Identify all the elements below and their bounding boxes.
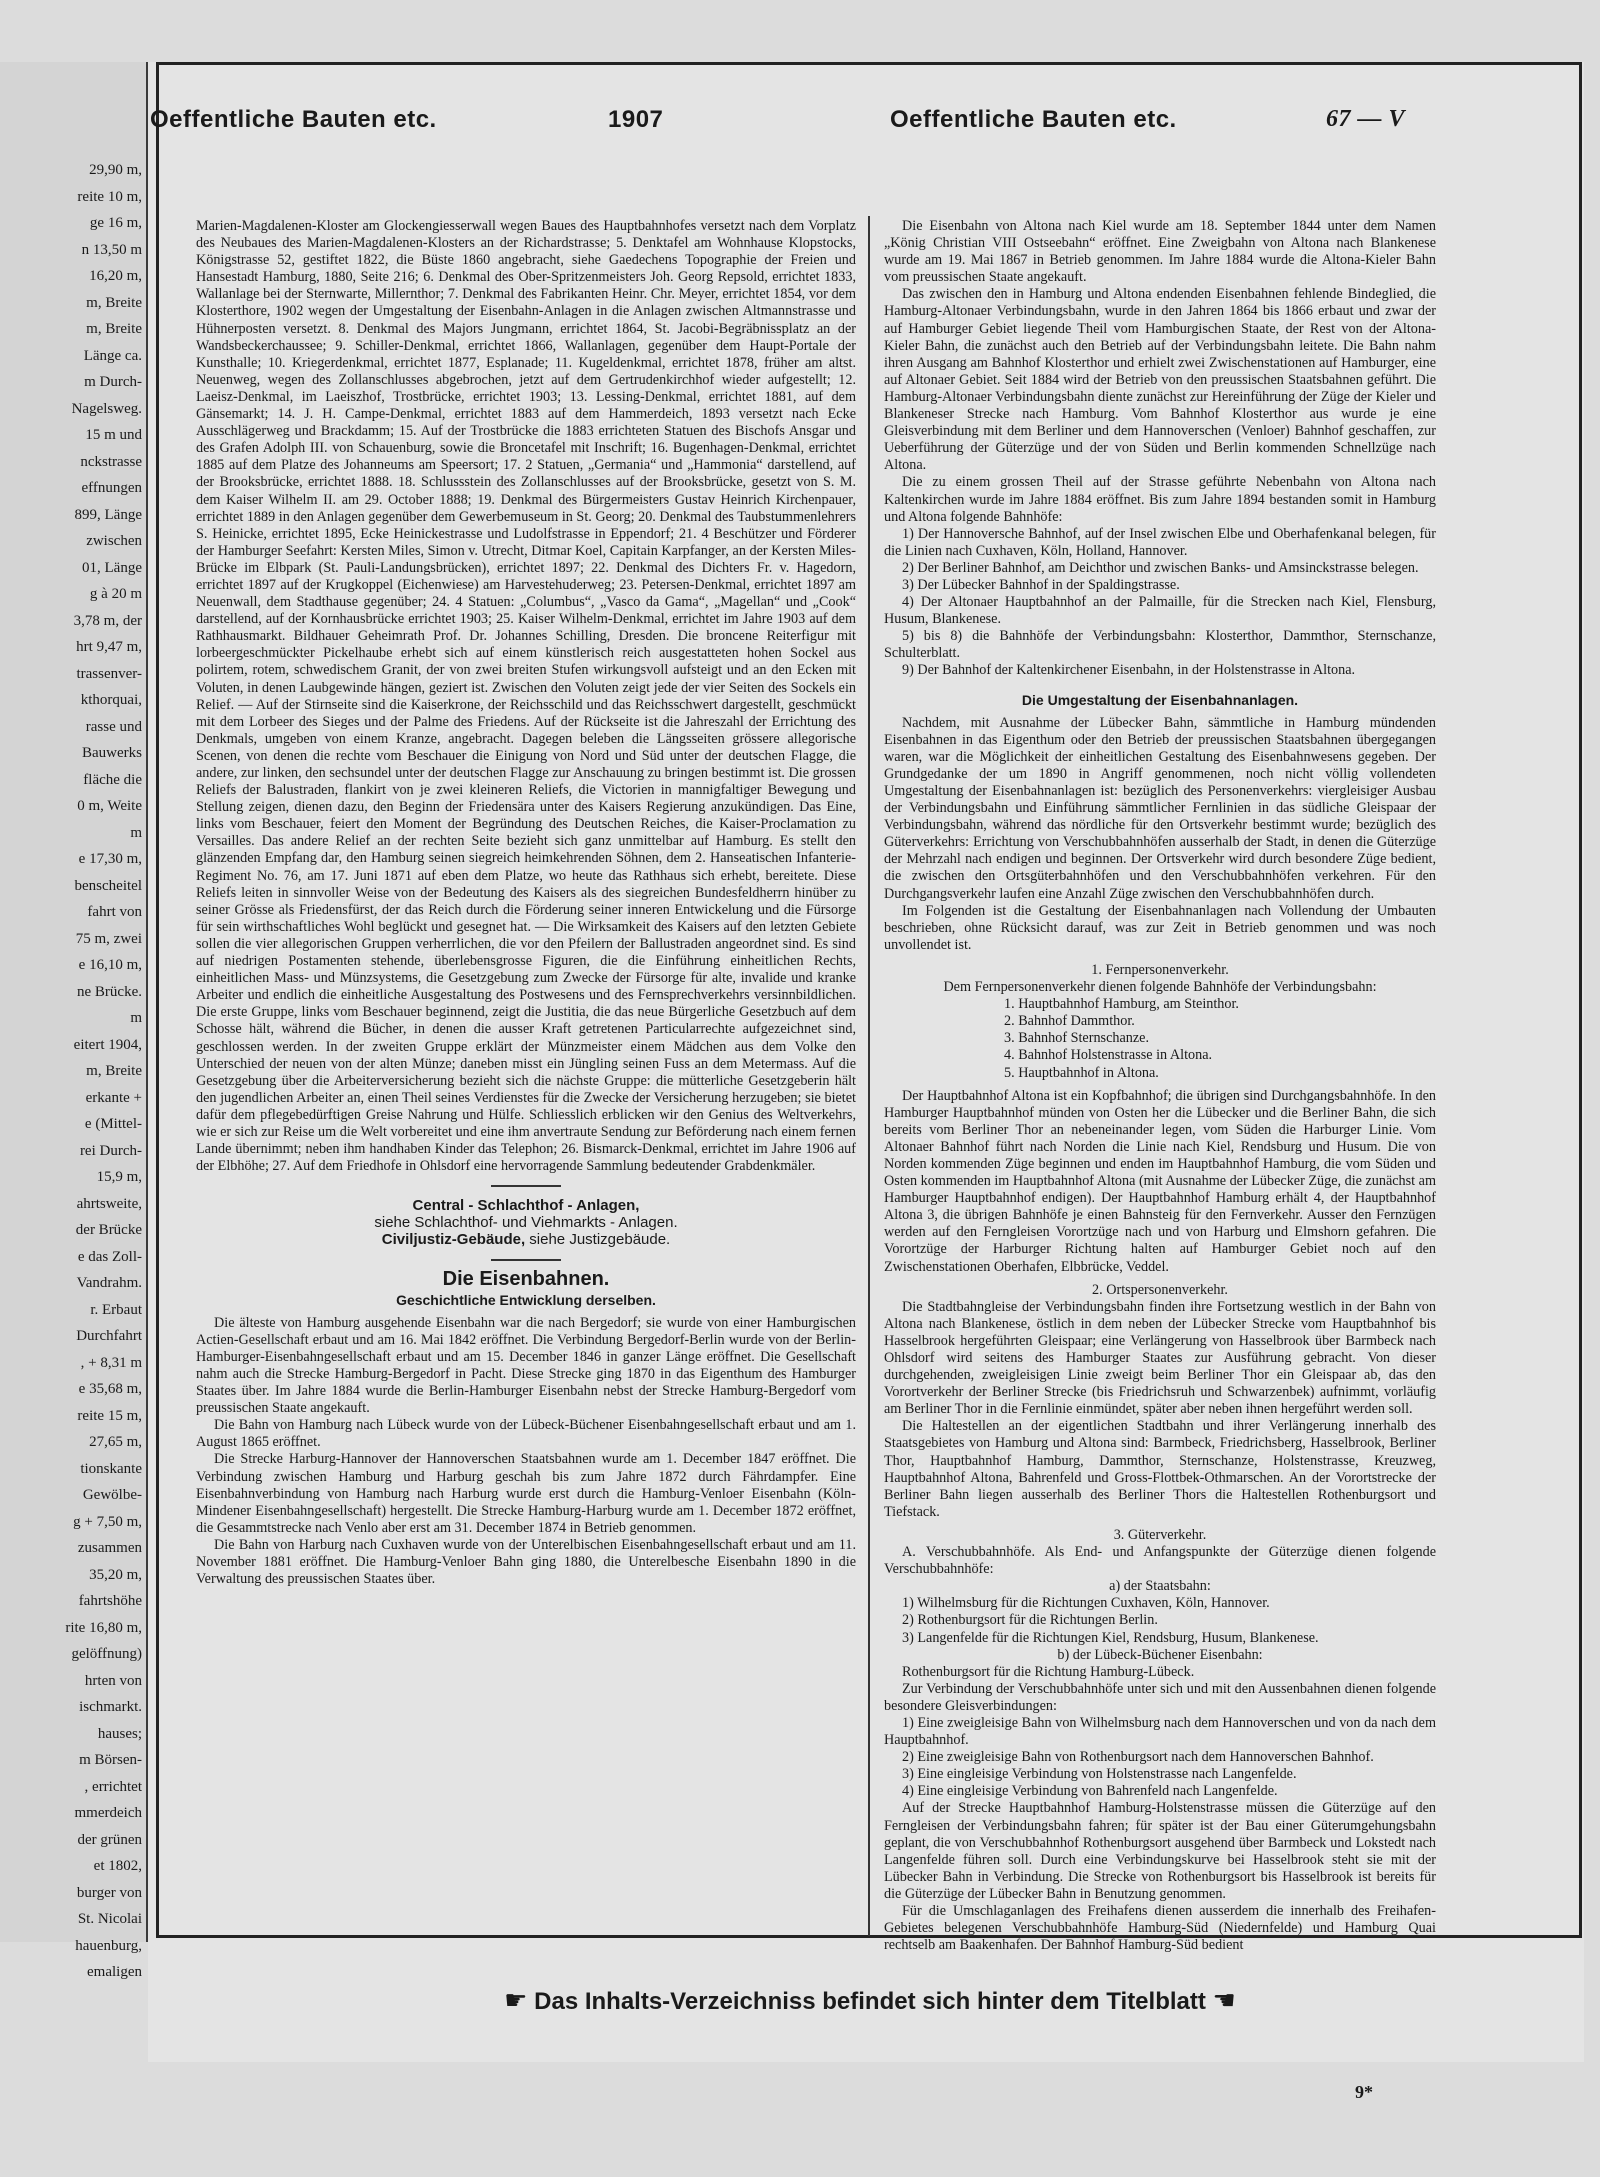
page-header [150, 106, 1430, 136]
stub-line: e 17,30 m, [78, 851, 142, 867]
gueter-connection-item: 3) Eine eingleisige Verbindung von Holstenstrasse nach Langenfelde. [902, 1766, 1297, 1783]
stub-line: Nagelsweg. [71, 400, 142, 417]
stub-line: m [130, 824, 142, 841]
intro-paragraphs [884, 218, 1436, 526]
stub-line: ne Brücke. [77, 983, 142, 1000]
station-list-item: 1) Der Hannoversche Bahnhof, auf der Insel zwischen Elbe und Oberhafenkanal belegen, für die Linien nach Cuxhaven, Köln, Holland, Hannover. [884, 525, 1436, 559]
station-list-item: 5) bis 8) die Bahnhöfe der Verbindungsbahn: Klosterthor, Dammthor, Sternschanze, Schulterblatt. [884, 628, 1436, 662]
stub-line: r. Erbaut [90, 1301, 142, 1318]
stub-line: 29,90 m, [89, 162, 142, 178]
pointing-hand-icon: ☛ [504, 1985, 528, 2015]
station-list-item: 3) Der Lübecker Bahnhof in der Spaldingstrasse. [902, 576, 1180, 593]
gueter-sub-b: b) der Lübeck-Büchener Eisenbahn: [1057, 1646, 1263, 1663]
stub-line: , errichtet [84, 1778, 142, 1795]
section-title-umgestaltung: Die Umgestaltung der Eisenbahnanlagen. [1021, 691, 1299, 708]
stub-line: m, Breite [86, 294, 142, 311]
stub-line: der grünen [77, 1831, 142, 1848]
gueter-sub-a: a) der Staatsbahn: [1109, 1578, 1211, 1595]
stub-line: 16,20 m, [89, 268, 142, 284]
stub-line: e (Mittel- [84, 1116, 142, 1132]
stub-line: effnungen [81, 480, 142, 496]
orts-title: 2. Ortspersonenverkehr. [1092, 1281, 1228, 1298]
station-list-item: 4) Der Altonaer Hauptbahnhof an der Palmaille, für die Strecken nach Kiel, Flensburg, Husum, Blankenese. [884, 594, 1436, 628]
fern-station-item: 2. Bahnhof Dammthor. [1004, 1013, 1135, 1030]
xref-schlachthof-title: Central - Schlachthof - Anlagen, [412, 1197, 640, 1215]
xref-schlachthof-text: siehe Schlachthof- und Viehmarkts - Anlagen. [374, 1214, 678, 1232]
header-right-title: Oeffentliche Bauten etc. [890, 106, 1177, 133]
stub-line: m [130, 1010, 142, 1026]
stub-line: Gewölbe- [82, 1487, 142, 1503]
stub-line: e 35,68 m, [78, 1381, 142, 1397]
stub-line: gelöffnung) [71, 1646, 142, 1662]
intro-paragraph: Das zwischen den in Hamburg und Altona endenden Eisenbahnen fehlende Bindeglied, die Hamburg-Altonaer Verbindungsbahn, wurde in den Jahren 1864 bis 1866 erbaut und zwar der auf Hamburger Gebiet liegende Theil vom Hamburgischen Staate, der Rest von der Altona-Kieler Bahn, die zunächst auch den Betrieb auf der Verbindungsbahn leitete. Die Bahn nahm ihren Ausgang am Bahnhof Klosterthor und erhielt zwei Zwischenstationen auf Hamburger, eine auf Altonaer Gebiet. Seit 1884 wird der Betrieb von den preussischen Staatsbahnen geführt. Die Hamburg-Altonaer Verbindungsbahn diente zunächst zur Hereinführung der Züge der Kieler und Blankeneser Strecke nach Hamburg. Vom Bahnhof Klosterthor aus wurde je eine Gleisverbindung mit dem Berliner und dem Hannoverschen (Venloer) Bahnhof geschaffen, zur Ueberführung der Güterzüge und der von Süden und Berlin kommenden Schnellzüge nach Altona. [884, 286, 1436, 474]
umgestaltung-paragraphs [884, 715, 1436, 954]
stub-line: fläche die [83, 771, 142, 788]
xref-schlachthof [196, 1197, 856, 1231]
gueter-title: 3. Güterverkehr. [1113, 1526, 1207, 1543]
previous-page-stub [0, 62, 148, 1980]
stub-line: e 16,10 m, [78, 957, 142, 973]
gueter-list-a [884, 1595, 1436, 1646]
right-column [884, 218, 1436, 1954]
stub-line: g + 7,50 m, [73, 1513, 142, 1530]
stub-line: 15,9 m, [96, 1169, 142, 1185]
stub-line: Vandrahm. [76, 1275, 142, 1291]
gueter-connection-list [884, 1715, 1436, 1800]
stub-line: fahrt von [87, 904, 142, 920]
stub-line: der Brücke [75, 1222, 142, 1238]
stub-line: hrten von [84, 1672, 142, 1689]
gueter-b-line: Rothenburgsort für die Richtung Hamburg-Lübeck. [902, 1663, 1195, 1680]
column-rule [868, 216, 870, 1936]
stub-line: 27,65 m, [89, 1434, 142, 1450]
stub-line: emaligen [87, 1964, 142, 1980]
stub-line: trassenver- [76, 665, 142, 682]
gueter-connection-item: 2) Eine zweigleisige Bahn von Rothenburgsort nach dem Hannoverschen Bahnhof. [902, 1749, 1374, 1766]
footer-notice [430, 1985, 1310, 2025]
stub-line: m, Breite [86, 321, 142, 337]
stub-line: mmerdeich [74, 1805, 142, 1821]
stub-line: zwischen [86, 533, 142, 549]
stub-line: ge 16 m, [89, 215, 142, 231]
stub-line: e das Zoll- [77, 1248, 142, 1265]
stub-line: m Börsen- [79, 1752, 142, 1768]
fern-title: 1. Fernpersonenverkehr. [1091, 961, 1229, 978]
gueter-intro: A. Verschubbahnhöfe. Als End- und Anfangspunkte der Güterzüge dienen folgende Verschubbahnhöfe: [884, 1544, 1436, 1578]
stub-line: m, Breite [86, 1063, 142, 1079]
gueter-list-item: 1) Wilhelmsburg für die Richtungen Cuxhaven, Köln, Hannover. [902, 1595, 1270, 1612]
stub-line: zusammen [77, 1540, 142, 1556]
fern-station-item: 1. Hauptbahnhof Hamburg, am Steinthor. [1004, 996, 1239, 1013]
fern-station-item: 4. Bahnhof Holstenstrasse in Altona. [1004, 1047, 1213, 1064]
umgestaltung-paragraph: Im Folgenden ist die Gestaltung der Eisenbahnanlagen nach Vollendung der Umbauten beschrieben, ohne Rücksicht darauf, was zur Zeit in Betrieb genommen und was noch unvollendet ist. [884, 902, 1436, 953]
rail-paragraph: Die Bahn von Harburg nach Cuxhaven wurde von der Unterelbischen Eisenbahngesellschaft erbaut und am 11. November 1881 eröffnet. Die Hamburg-Venloer Bahn ging 1880, die Unterelbesche Eisenbahn 1890 in die Verwaltung des preussischen Staates über. [196, 1536, 856, 1588]
stub-line: rite 16,80 m, [65, 1619, 142, 1636]
denkmal-paragraph: Marien-Magdalenen-Kloster am Glockengiesserwall wegen Baues des Hauptbahnhofes versetzt nach dem Vorplatz des Neubaues des Marien-Magdalenen-Klosters an der Richardstrasse; 5. Denktafel am Wohnhause Klopstocks, Königstrasse 52, gestiftet 1822, die Büste 1860 angebracht, siehe Gaedechens Topographie der Freien und Hansestadt Hamburg, 1880, Seite 216; 6. Denkmal des Ober-Spritzenmeisters Joh. Georg Repsold, errichtet 1833, Wallanlage bei der Sternwarte, Millernthor; 7. Denkmal des Fabrikanten Heinr. Chr. Meyer, errichtet 1854, vor dem Klosterthore, 1902 wegen der Umgestaltung der Eisenbahn-Anlagen in die Anlagen zwischen Altmannstrasse und Hühnerposten versetzt. 8. Denkmal des Majors Jungmann, errichtet 1864, St. Jacobi-Begräbnissplatz an der Wandsbeckerchaussee; 9. Schiller-Denkmal, errichtet 1866, Wallanlagen, gegenüber dem Haupt-Portale der Kunsthalle; 10. Kriegerdenkmal, errichtet 1877, Esplanade; 11. Kugeldenkmal, errichtet 1878, früher am altst. Neuenweg, wegen des Zollanschlusses abgebrochen, jetzt auf dem Gertrudenkirchhof wieder aufgestellt; 12. Laeisz-Denkmal, im Laeiszhof, Trostbrücke, errichtet 1903; 13. Lessing-Denkmal, errichtet 1881, auf dem Gänsemarkt; 14. J. H. Campe-Denkmal, errichtet 1883 auf dem Hammerdeich, 1893 versetzt nach Ecke Ausschlägerweg und Brackdamm; 15. Auf der Trostbrücke die 1883 errichteten Statuen des Bischofs Ansgar und des Grafen Adolph III. von Schauenburg, sowie die Broncetafel mit Inschrift; 16. Bugenhagen-Denkmal, errichtet 1885 auf dem Platze des Johanneums am Speersort; 17. 2 Statuen, „Germania“ und „Hammonia“ darstellend, auf der Brooksbrücke, errichtet 1888. 18. Schlussstein des Zollanschlusses auf der Brooksbrücke, gesetzt von S. M. dem Kaiser Wilhelm II. am 29. October 1888; 19. Denkmal des Bürgermeisters Gustav Heinrich Kirchenpauer, errichtet 1889 in den Anlagen gegenüber dem Gewerbemuseum in St. Georg; 20. Denkmal des Taubstummenlehrers S. Heinicke, errichtet 1895, Ecke Heinickestrasse und Ludolfstrasse in Eppendorf; 21. 4 Beschützer und Förderer der Hamburger Seefahrt: Kersten Miles, Simon v. Utrecht, Ditmar Koel, Capitain Karpfanger, an der Kersten Miles-Brücke im Elbpark (St. Pauli-Landungsbrücken), errichtet 1897; 22. Denkmal des Dichters Fr. v. Hagedorn, errichtet 1897 auf der Krugkoppel (Eichenwiese) am Harvestehuderweg; 23. Petersen-Denkmal, errichtet 1897 am Neuenwall, dem Stadthause gegenüber; 24. 4 Statuen: „Columbus“, „Vasco da Gama“, „Magellan“ und „Cook“ darstellend, auf der Kornhausbrücke errichtet 1903; 25. Kaiser Wilhelm-Denkmal, errichtet im Jahre 1903 auf dem Rathhausmarkt. Bildhauer Geheimrath Prof. Dr. Johannes Schilling, Dresden. Die broncene Reiterfigur mit lorbeergeschmückter Pickelhaube erhebt sich auf einem künstlerisch reich ausgestatteten hohen Sockel aus polirtem, rotem, schwedischem Granit, der von zwei breiten Stufen wirkungsvoll aufsteigt und an den Ecken mit Voluten, in denen Laubgewinde hängen, geziert ist. Zwischen den Voluten zeigt jede der vier Seiten des Sockels ein Relief. — Auf der Stirnseite sind die Kaiserkrone, der Reichsschild und das Reichsschwert dargestellt, geschmückt mit dem Lorbeer des Sieges und der Palme des Friedens. Auf der Rückseite ist die Jahreszahl der Errichtung des Denkmals, umgeben von einem Kranze, angebracht. Dagegen beleben die Längsseiten grössere allegorische Scenen, von denen die rechte vom Beschauer die Einigung von Nord und Süd unter der deutschen Flagge, die andere, zur linken, den sechsundel unter der deutschen Flagge zur Anschauung zu bringen bestimmt ist. Die grossen Reliefs der Balustraden, flankirt von je zwei kleineren Reliefs, die Victorien in mannigfaltiger Bewegung und Stellung zeigen, dienen dazu, den Beginn der Friedensära unter des Kaisers Regierung anzukündigen. Das Eine, links vom Beschauer, feiert den Moment der Begründung des Deutschen Reiches, die Kaiser-Proclamation zu Versailles. Das andere Relief an der rechten Seite bezieht sich ganz unmittelbar auf Hamburg. Es stellt den glänzenden Empfang dar, den Hamburg seinen siegreich heimkehrenden Söhnen, dem 2. Hanseatischen Infanterie-Regiment No. 76, am 17. Juni 1871 auf eben dem Platze, wo heute das Rathhaus sich erhebt, bereitete. Diese Reliefs leiten in sinnvoller Weise von der Bedeutung des Kaisers als des siegreichen Bundesfeldherrn hinüber zu seiner Grösse als Friedensfürst, der das Reich durch die Förderung seiner inneren Entwickelung und die Fürsorge für sein wirthschaftliches Wohl beglückt und gesegnet hat. — Die Wirksamkeit des Kaisers auf den letzten Gebiete sollen die vier allegorischen Gruppen verherrlichen, die vor den Pfeilern der Ballustraden angeordnet sind. Es sind auf niedrigen Postamenten stehende, überlebensgrosse Figuren, die die Einführung einheitlichen Rechts, einheitlichen Mass- und Münzsystems, die Gesetzgebung zum Zwecke der Fürsorge für alte, invalide und kranke Arbeiter und endlich die einheitliche Ausgestaltung des Postwesens und des Fernsprechverkehrs versinnbildlichen. Die erste Gruppe, links vom Beschauer beginnend, zeigt die Justitia, die das neue Bürgerliche Gesetzbuch auf dem Schosse hält, während die Bücher, in denen die ausser Kraft getretenen Particularrechte aufgezeichnet sind, geschlossen werden. In der zweiten Gruppe erklärt der Münzmeister einem Mädchen aus dem Volke den Unterschied der neuen von der alten Münze; daneben misst ein Jüngling seinen Fuss an dem Metermass. Auf die Gesetzgebung über die Arbeiterversicherung bezieht sich die nächste Gruppe: die mütterliche Gesetzgeberin hält den jugendlichen Arbeiter an, einen Theil seines Verdienstes für die Zwecke der Versicherung herzugeben; sie bietet dafür dem pflegebedürftigen Greise Nahrung und Hülfe. Schliesslich erblicken wir den Genius des Weltverkehrs, wie er sich zur Reise um die Welt vorbereitet und eine ihm anvertraute Sendung zur Beförderung nach einem fernen Lande übernimmt; neben ihm handhaben Kinder das Telephon; 26. Bismarck-Denkmal, errichtet im Jahre 1906 auf der Elbhöhe; 27. Auf dem Friedhofe in Ohlsdorf eine hervorragende Sammlung bedeutender Grabdenkmäler. [196, 218, 856, 1175]
stub-line: g à 20 m [89, 586, 142, 602]
gueter-connection-item: 1) Eine zweigleisige Bahn von Wilhelmsburg nach dem Hannoverschen und von da nach dem Hauptbahnhof. [884, 1714, 1436, 1749]
intro-paragraph: Die zu einem grossen Theil auf der Strasse geführte Nebenbahn von Altona nach Kaltenkirchen wurde im Jahre 1884 eröffnet. Bis zum Jahre 1894 bestanden somit in Hamburg und Altona folgende Bahnhöfe: [884, 474, 1436, 525]
fern-station-list [884, 996, 1436, 1081]
stub-line: 0 m, Weite [77, 798, 142, 814]
gueter-paragraph: Auf der Strecke Hauptbahnhof Hamburg-Holstenstrasse müssen die Güterzüge auf den Ferngleisen der Verbindungsbahn fahren; für später ist der Bau einer Güterumgehungsbahn geplant, die von Verschubbahnhof Rothenburgsort ausgehend über Barmbeck und Lokstedt nach Langenfelde führen soll. Durch eine Verbindungskurve bei Hasselbrook steht sie mit der Lübecker Bahn in Verbindung. Die Strecke von Rothenburgsort bis Hasselbrook ist bereits für die Güterzüge der Lübecker Bahn in Benutzung genommen. [884, 1800, 1436, 1902]
fern-paragraph: Der Hauptbahnhof Altona ist ein Kopfbahnhof; die übrigen sind Durchgangsbahnhöfe. In den Hamburger Hauptbahnhof münden von Osten her die Lübecker und die Berliner Bahn, die sich bereits vom Berliner Thor an nebeneinander legen, vom Süden die Harburger Linie. Vom Altonaer Bahnhof führt nach Norden die Linie nach Kiel, Rendsburg und Husum. Die von Norden kommenden Züge beginnen und enden im Hauptbahnhof Hamburg, die vom Süden und Osten kommenden im Hauptbahnhof Altona (mit Ausnahme der Lübecker Züge, die zunächst am Hamburger Hauptbahnhof endigen). Der Hauptbahnhof Hamburg erhält 4, der Hauptbahnhof Altona 3, die übrigen Bahnhöfe je einen Bahnsteig für den Fernverkehr. Ausser den Fernzügen werden auf den Ferngleisen Vorortzüge nach und von Harburg und Elmshorn gefahren. Die Vorortzüge der Harburger Richtung halten auf Hamburger Gebiet noch auf den Zwischenstationen Oberhafen, Elbbrücke, Veddel. [884, 1087, 1436, 1275]
gueter-list-item: 3) Langenfelde für die Richtungen Kiel, Rendsburg, Husum, Blankenese. [902, 1629, 1319, 1646]
orts-paragraph: Die Stadtbahngleise der Verbindungsbahn finden ihre Fortsetzung westlich in der Bahn von Altona nach Blankenese, östlich in dem neben der Lübecker Strecke vom Hauptbahnhof bis Hasselbrook hergeführten Gleispaar; eine Verlängerung von Hasselbrook über Barmbeck nach Ohlsdorf wird seitens des Hamburger Staates zur Ausführung gebracht. Von dieser durchgehenden, zweigleisigen Linie zweigt beim Berliner Thor ein Gleispaar ab, das den Vorortverkehr der Berliner Strecke (bis Friedrichsruh und Schwarzenbek) aufnimmt, vorläufig am Berliner Thor in die Fernlinie einmündet, später aber neben ihnen hergeführt werden soll. [884, 1298, 1436, 1418]
xref-civiljustiz-text: siehe Justizgebäude. [525, 1231, 671, 1249]
gueter-paragraph: Für die Umschlaganlagen des Freihafens dienen ausserdem die innerhalb des Freihafen-Gebietes belegenen Verschubbahnhöfe Hamburg-Süd (Niedernfelde) und Hamburg Quai rechtselb am Baakenhafen. Der Bahnhof Hamburg-Süd bedient [884, 1903, 1436, 1954]
stub-line: hauenburg, [75, 1937, 142, 1954]
stub-line: rei Durch- [79, 1142, 142, 1159]
umgestaltung-paragraph: Nachdem, mit Ausnahme der Lübecker Bahn, sämmtliche in Hamburg mündenden Eisenbahnen in das Eigenthum oder den Betrieb der preussischen Staatsbahnen übergegangen waren, war die Möglichkeit der einheitlichen Gestaltung des Eisenbahnwesens gegeben. Der Grundgedanke der um 1890 in Angriff genommenen, noch nicht völlig vollendeten Umgestaltung der Eisenbahnanlagen ist: bezüglich des Personenverkehrs: viergleisiger Ausbau der Verbindungsbahn und Einführung sämmtlicher Fernlinien in das südliche Gleispaar der Verbindungsbahn, während das nördliche für den Ortsverkehr bestimmt wurde; bezüglich des Güterverkehrs: Errichtung von Verschubbahnhöfen ausserhalb der Stadt, in denen die Güterzüge der Mehrzahl nach endigen und beginnen. Der Ortsverkehr wird durch besondere Züge bedient, die zwischen den Ortsgüterbahnhöfen und den Verschubbahnhöfen verkehren. Für den Durchgangsverkehr laufen eine Anzahl Züge zwischen den Verschubbahnhöfen durch. [884, 714, 1436, 902]
stub-line: hauses; [97, 1725, 142, 1742]
station-list-item: 9) Der Bahnhof der Kaltenkirchener Eisenbahn, in der Holstenstrasse in Altona. [902, 662, 1356, 679]
station-list-item: 2) Der Berliner Bahnhof, am Deichthor und zwischen Banks- und Amsinckstrasse belegen. [902, 559, 1419, 576]
signature-mark: 9* [1355, 2082, 1373, 2102]
gueter-connection-item: 4) Eine eingleisige Verbindung von Bahrenfeld nach Langenfelde. [902, 1783, 1278, 1800]
intro-paragraph: Die Eisenbahn von Altona nach Kiel wurde am 18. September 1844 unter dem Namen „König Christian VIII Ostseebahn“ eröffnet. Eine Zweigbahn von Altona nach Blankenese wurde am 19. Mai 1867 in Betrieb genommen. Im Jahre 1884 wurde die Altona-Kieler Bahn vom preussischen Staate angekauft. [884, 218, 1436, 286]
stub-line: Durchfahrt [76, 1328, 142, 1344]
section-subtitle: Geschichtliche Entwicklung derselben. [396, 1291, 656, 1308]
rail-paragraph: Die Bahn von Hamburg nach Lübeck wurde von der Lübeck-Büchener Eisenbahngesellschaft erbaut und am 1. August 1865 eröffnet. [196, 1417, 856, 1451]
separator [491, 1259, 561, 1261]
rail-paragraph: Die älteste von Hamburg ausgehende Eisenbahn war die nach Bergedorf; sie wurde von einer Hamburgischen Actien-Gesellschaft erbaut und am 16. Mai 1842 eröffnet. Die Verbindung Bergedorf-Berlin wurde von der Berlin-Hamburger-Eisenbahngesellschaft erbaut und am 15. December 1846 in ganzer Länge eröffnet. Die Gesellschaft nahm auch die Strecke Hamburg-Bergedorf in Pacht. Diese Strecke ging 1870 in das Eigenthum des Hamburger Staates über. Im Jahre 1884 wurde die Berlin-Hamburger Eisenbahn nebst der Strecke Hamburg-Bergedorf vom preussischen Staate angekauft. [196, 1314, 856, 1417]
gueter-conn-intro: Zur Verbindung der Verschubbahnhöfe unter sich und mit den Aussenbahnen dienen folgende besondere Gleisverbindungen: [884, 1680, 1436, 1714]
section-title-eisenbahnen: Die Eisenbahnen. [442, 1267, 610, 1290]
gueter-list-item: 2) Rothenburgsort für die Richtungen Berlin. [902, 1612, 1158, 1629]
orts-paragraph: Die Haltestellen an der eigentlichen Stadtbahn und ihrer Verlängerung innerhalb des Staatsgebietes von Hamburg und Altona sind: Barmbeck, Friedrichsberg, Hasselbrook, Berliner Thor, Hauptbahnhof Hamburg, Dammthor, Sternschanze, Holstenstrasse, Kreuzweg, Hauptbahnhof Altona, Bahrenfeld und Gross-Flottbek-Othmarschen. An der Vorortstrecke der Berliner Bahn liegen ausserhalb des Berliner Thors die Haltestellen Rothenburgsort und Tiefstack. [884, 1418, 1436, 1520]
xref-civiljustiz [196, 1231, 856, 1248]
stub-line: ahrtsweite, [76, 1195, 142, 1212]
rail-history-paragraphs [196, 1315, 856, 1589]
fern-intro: Dem Fernpersonenverkehr dienen folgende Bahnhöfe der Verbindungsbahn: [943, 979, 1377, 996]
stub-line: n 13,50 m [81, 241, 142, 258]
stub-line: erkante + [85, 1089, 142, 1106]
stub-line: kthorquai, [80, 692, 142, 708]
stub-line: 75 m, zwei [75, 930, 142, 947]
stub-line: St. Nicolai [77, 1911, 142, 1927]
xref-civiljustiz-title: Civiljustiz-Gebäude, [381, 1231, 526, 1249]
stub-line: benscheitel [74, 877, 142, 894]
stub-line: 3,78 m, der [73, 612, 142, 629]
stub-line: Bauwerks [82, 745, 142, 761]
fern-station-item: 5. Hauptbahnhof in Altona. [1004, 1064, 1159, 1081]
header-left-title: Oeffentliche Bauten etc. [150, 106, 437, 133]
gueter-paragraphs [884, 1800, 1436, 1954]
left-column [196, 218, 856, 1943]
orts-paragraphs [884, 1299, 1436, 1521]
rail-paragraph: Die Strecke Harburg-Hannover der Hannoverschen Staatsbahnen wurde am 1. December 1847 eröffnet. Die Verbindung zwischen Hamburg und Harburg geschah bis zum Jahre 1872 durch Fährdampfer. Eine Eisenbahnverbindung von Hamburg nach Harburg wurde erst durch die Hamburg-Venloer Eisenbahn (Köln-Mindener Eisenbahngesellschaft) hergestellt. Die Strecke Hamburg-Harburg wurde am 1. December 1872 eröffnet, die Gesammtstrecke nach Venlo aber erst am 31. December 1874 in Betrieb genommen. [196, 1451, 856, 1536]
stub-line: , + 8,31 m [80, 1354, 142, 1371]
stub-line: 01, Länge [82, 559, 142, 576]
stub-line: 899, Länge [74, 506, 142, 523]
stub-line: eitert 1904, [73, 1036, 142, 1053]
stub-line: m Durch- [84, 374, 142, 390]
stub-line: 15 m und [85, 427, 142, 443]
stub-line: fahrtshöhe [78, 1593, 142, 1609]
stub-line: reite 10 m, [77, 188, 142, 205]
stub-line: Länge ca. [83, 347, 142, 364]
stub-line: ischmarkt. [79, 1699, 142, 1715]
stub-line: 35,20 m, [89, 1566, 142, 1583]
stub-line: et 1802, [93, 1858, 142, 1874]
stub-line: nckstrasse [80, 453, 142, 470]
pointing-hand-icon: ☚ [1212, 1985, 1236, 2015]
station-list [884, 526, 1436, 680]
stub-line: burger von [76, 1884, 142, 1901]
header-year: 1907 [608, 106, 664, 133]
separator [491, 1185, 561, 1187]
fern-station-item: 3. Bahnhof Sternschanze. [1004, 1030, 1149, 1047]
header-page-number: 67 — V [1326, 106, 1406, 132]
stub-line: tionskante [80, 1460, 142, 1477]
stub-line: hrt 9,47 m, [76, 639, 142, 655]
stub-line: reite 15 m, [77, 1407, 142, 1424]
stub-line: rasse und [85, 718, 142, 735]
footer-text: Das Inhalts-Verzeichniss befindet sich hinter dem Titelblatt [534, 1988, 1206, 2015]
